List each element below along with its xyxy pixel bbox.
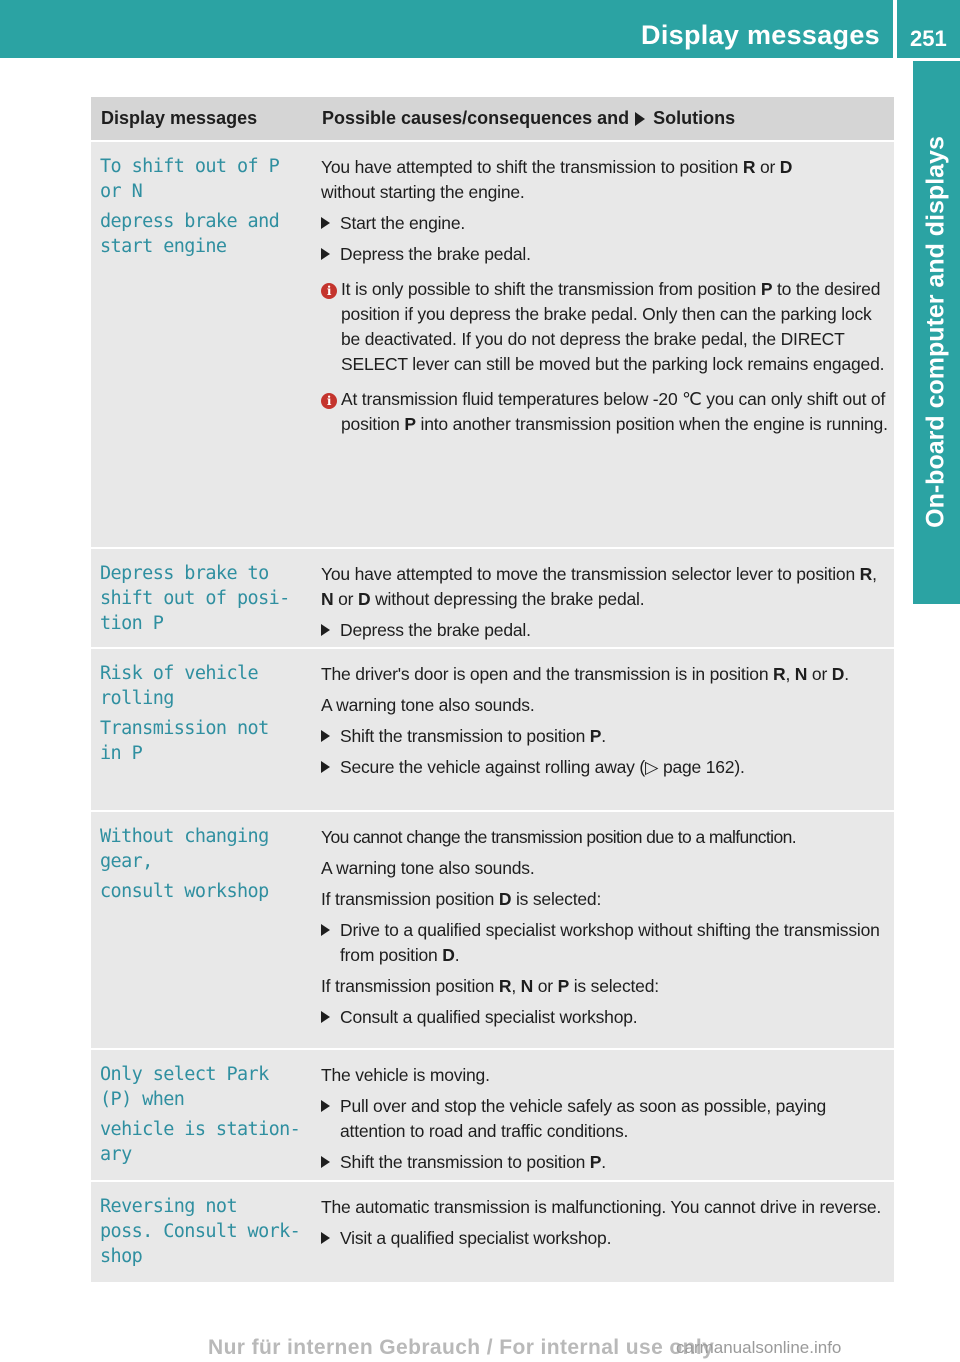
message-cell <box>91 142 312 547</box>
solution-step: Visit a qualified specialist workshop. <box>321 1226 888 1251</box>
column-header-solutions <box>312 108 735 129</box>
page-title: Display messages <box>641 20 880 50</box>
cause-text: You have attempted to move the transmission selector lever to position R, N or D without depressing the brake pedal. <box>321 564 877 609</box>
cause-text: If transmission position R, N or P is selected: <box>321 976 659 996</box>
message-cell <box>91 549 312 647</box>
cause-text: The automatic transmission is malfunctioning. You cannot drive in reverse. <box>321 1197 882 1217</box>
display-message: depress brake and start engine <box>100 211 280 257</box>
arrow-icon <box>321 618 340 643</box>
table-row <box>91 549 894 647</box>
cause-text: The vehicle is moving. <box>321 1065 490 1085</box>
display-message: To shift out of P or N <box>100 156 280 202</box>
solution-step: Depress the brake pedal. <box>321 242 888 267</box>
solution-step: Drive to a qualified specialist workshop without shifting the transmission from position D. <box>321 918 888 968</box>
message-cell <box>91 1050 312 1180</box>
solution-cell <box>312 812 894 1048</box>
arrow-icon <box>321 1094 340 1144</box>
solution-step: Shift the transmission to position P. <box>321 724 888 749</box>
cause-text: You have attempted to shift the transmission to position R or D without starting the engine. <box>321 157 793 202</box>
solution-cell <box>312 142 894 547</box>
solution-cell <box>312 549 894 647</box>
display-message: consult workshop <box>100 881 269 902</box>
arrow-icon <box>321 755 340 780</box>
table-row <box>91 812 894 1048</box>
display-message: vehicle is station‐ ary <box>100 1119 301 1165</box>
cause-text: If transmission position D is selected: <box>321 889 602 909</box>
source-watermark: carmanualsonline.info <box>676 1338 842 1357</box>
cause-text: A warning tone also sounds. <box>321 858 535 878</box>
info-note: i At transmission fluid temperatures below -20 ℃ you can only shift out of position P into another transmission position when the engine is running. <box>321 387 888 437</box>
chapter-label: On-board computer and displays <box>921 136 950 528</box>
table-row <box>91 142 894 547</box>
page-number: 251 <box>910 26 947 51</box>
arrow-icon <box>321 918 340 968</box>
solution-cell <box>312 1182 894 1282</box>
header-separator <box>893 0 897 58</box>
display-message: Only select Park (P) when <box>100 1064 269 1110</box>
arrow-icon <box>321 211 340 236</box>
arrow-icon <box>321 1005 340 1030</box>
table-row <box>91 1050 894 1180</box>
arrow-icon <box>321 1226 340 1251</box>
solution-step: Depress the brake pedal. <box>321 618 888 643</box>
display-message: Risk of vehicle rolling <box>100 663 259 709</box>
solution-cell <box>312 1050 894 1180</box>
arrow-icon <box>321 724 340 749</box>
info-icon: i <box>321 277 341 377</box>
internal-use-watermark: Nur für internen Gebrauch / For internal use only <box>208 1336 715 1359</box>
cause-text: The driver's door is open and the transmission is in position R, N or D. <box>321 664 849 684</box>
cause-text: A warning tone also sounds. <box>321 695 535 715</box>
solution-cell <box>312 649 894 810</box>
column-header-solutions-label: Solutions <box>653 108 736 128</box>
message-cell <box>91 812 312 1048</box>
arrow-icon <box>635 112 645 126</box>
display-message: Reversing not poss. Consult work‐ shop <box>100 1196 301 1267</box>
column-header-messages: Display messages <box>101 108 258 128</box>
table-row <box>91 1182 894 1282</box>
column-header-solutions-text: Possible causes/consequences and <box>322 108 630 128</box>
solution-step: Shift the transmission to position P. <box>321 1150 888 1175</box>
message-cell <box>91 1182 312 1282</box>
arrow-icon <box>321 242 340 267</box>
display-message: Without changing gear, <box>100 826 269 872</box>
message-cell <box>91 649 312 810</box>
cause-text: You cannot change the transmission position due to a malfunction. <box>321 827 796 847</box>
display-messages-table <box>91 97 894 1284</box>
page-reference: Secure the vehicle against rolling away (▷ page 162). <box>340 757 745 777</box>
info-note: i It is only possible to shift the transmission from position P to the desired position if you depress the brake pedal. Only then can the parking lock be deactivated. If you do not depress the brake pedal, the DIRECT SELECT lever can still be moved but the parking lock remains engaged. <box>321 277 888 377</box>
solution-step <box>321 755 888 780</box>
arrow-icon <box>321 1150 340 1175</box>
display-message: Transmission not in P <box>100 718 269 764</box>
solution-step: Start the engine. <box>321 211 888 236</box>
table-row <box>91 649 894 810</box>
solution-step: Pull over and stop the vehicle safely as soon as possible, paying attention to road and traffic conditions. <box>321 1094 888 1144</box>
solution-step: Consult a qualified specialist workshop. <box>321 1005 888 1030</box>
info-icon: i <box>321 387 341 437</box>
display-message: Depress brake to shift out of posi‐ tion P <box>100 563 290 634</box>
header-divider <box>0 58 893 61</box>
table-header <box>91 97 894 140</box>
